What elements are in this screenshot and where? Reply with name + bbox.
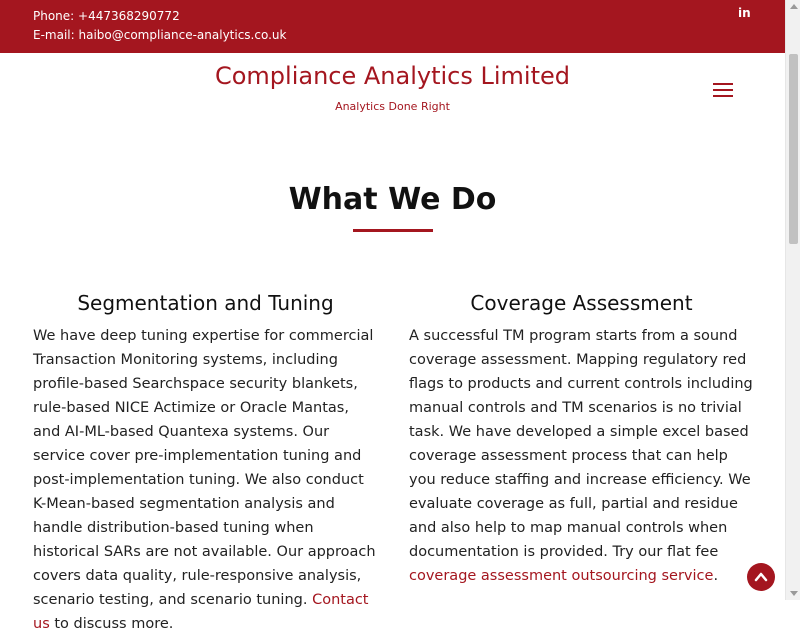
scroll-down-arrow-icon[interactable]	[790, 591, 798, 596]
service-title: Segmentation and Tuning	[77, 291, 334, 315]
hamburger-line	[713, 83, 733, 85]
service-description	[33, 324, 378, 636]
top-bar	[0, 0, 785, 53]
service-body-text: We have deep tuning expertise for commercial Transaction Monitoring systems, including profile-based Searchspace security blankets, rule-based NICE Actimize or Oracle Mantas, and AI-ML-based Quantexa systems. Our service cover pre-implementation tuning and post-implementation tuning. We also conduct K-Mean-based segmentation analysis and handle distribution-based tuning when historical SARs are not available. Our approach covers data quality, rule-responsive analysis, scenario testing, and scenario tuning.	[33, 328, 376, 608]
menu-hamburger-icon[interactable]	[713, 83, 733, 97]
service-body-suffix: .	[713, 568, 719, 584]
scrollbar-thumb[interactable]	[789, 54, 798, 244]
service-description	[409, 324, 754, 588]
linkedin-icon[interactable]: in	[738, 6, 751, 20]
site-logo-link[interactable]: Compliance Analytics Limited	[214, 62, 570, 90]
scroll-up-arrow-icon[interactable]	[790, 4, 798, 9]
service-body-text: A successful TM program starts from a sound coverage assessment. Mapping regulatory red flags to products and current controls including manual controls and TM scenarios is no trivial task. We have developed a simple excel based coverage assessment process that can help you reduce staffing and increase efficiency. We evaluate coverage as full, partial and residue and also help to map manual controls when documentation is provided. Try our flat fee	[409, 328, 753, 560]
chevron-up-icon	[754, 570, 768, 584]
service-body-suffix: to discuss more.	[49, 616, 174, 632]
hamburger-line	[713, 89, 733, 91]
contact-info	[33, 7, 286, 45]
title-underline	[353, 229, 433, 232]
service-segmentation	[33, 290, 378, 636]
email-text: E-mail: haibo@compliance-analytics.co.uk	[33, 28, 287, 42]
service-title: Coverage Assessment	[470, 291, 693, 315]
site-tagline: Analytics Done Right	[335, 100, 450, 113]
coverage-assessment-link[interactable]: coverage assessment outsourcing service	[409, 568, 714, 584]
phone-text: Phone: +447368290772	[33, 9, 180, 23]
section-title: What We Do	[288, 182, 497, 217]
hamburger-line	[713, 95, 733, 97]
service-coverage	[409, 290, 754, 588]
back-to-top-button[interactable]	[747, 563, 775, 591]
contact-us-link[interactable]: Contact us	[33, 592, 369, 632]
scrollbar[interactable]	[785, 0, 800, 600]
